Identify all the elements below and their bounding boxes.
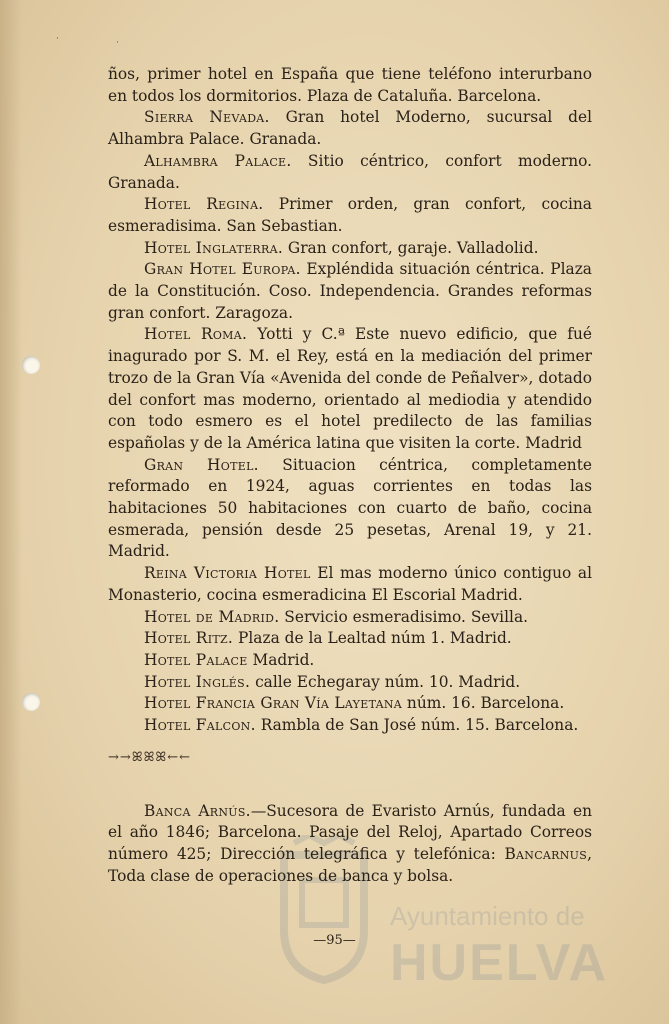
hotel-entry-name: Gran Hotel.	[144, 455, 259, 474]
hotel-entry-text: Yotti y C.ª Este nuevo edificio, que fué inagurado por S. M. el Rey, está en la mediación del primer trozo de la Gran Vía «Avenida del conde de Peñalver», dotado del confort mas moderno, orientado al mediodia y atendido con todo esmero es el hotel predilecto de las familias españolas y de la América latina que visiten la corte. Madrid	[108, 325, 592, 452]
hotel-entry	[108, 259, 592, 324]
bank-telegraph-name: Bancarnus	[504, 844, 588, 863]
watermark-big-text: HUELVA	[390, 934, 609, 992]
hotel-entry-name: Hotel Regina.	[144, 195, 264, 214]
hotel-entry-text: Primer orden, gran confort, cocina esmeradisima. San Sebastian.	[108, 195, 592, 235]
page-text	[108, 64, 592, 887]
hotel-entry-name: Gran Hotel Europa.	[144, 260, 301, 279]
hotel-list-item	[108, 628, 592, 650]
hotel-entry-text: Situacion céntrica, completamente reformado en 1924, aguas corrientes en todas las habitaciones 50 habitaciones con cuarto de baño, cocina esmerada, pensión desde 25 pesetas, Arenal 19, y 21. Madrid.	[108, 455, 593, 561]
section-ornament: →→ꕤꕤꕤ←←	[108, 749, 192, 765]
hotel-list-item-text: núm. 16. Barcelona.	[402, 694, 565, 713]
hotel-entry-name: Reina Victoria Hotel	[144, 564, 311, 583]
hotel-entry-text: Gran hotel Moderno, sucursal del Alhambra Palace. Granada.	[108, 108, 592, 149]
hotel-list-item-name: Hotel Francia Gran Vía Layetana	[144, 694, 403, 713]
bank-body-2: , Toda clase de operaciones de banca y bolsa.	[108, 844, 592, 885]
page-speck: ·	[56, 34, 59, 44]
hotel-list-item-text: Plaza de la Lealtad núm 1. Madrid.	[233, 629, 512, 648]
page-speck: ·	[116, 38, 119, 48]
hotel-entry	[108, 455, 592, 564]
hotel-list-item	[108, 693, 592, 715]
punch-hole-upper	[22, 356, 40, 374]
hotel-list-item	[108, 650, 592, 672]
hotel-list-item-name: Hotel Falcon.	[144, 716, 256, 735]
hotel-list-item-name: Hotel Palace	[144, 650, 248, 669]
hotel-entry-text: Sitio céntrico, confort moderno. Granada.	[108, 151, 592, 192]
hotel-list	[108, 607, 592, 737]
hotel-list-item-text: Servicio esmeradisimo. Sevilla.	[279, 607, 529, 626]
hotel-entry	[108, 563, 592, 606]
punch-hole-lower	[22, 693, 40, 711]
hotel-list-item	[108, 672, 592, 694]
hotel-entry-name: Alhambra Palace.	[144, 151, 292, 170]
hotel-list-item	[108, 715, 592, 737]
hotel-list-item-text: Rambla de San José núm. 15. Barcelona.	[255, 716, 579, 735]
bank-name: Banca Arnús.	[144, 801, 251, 820]
hotel-list-item-name: Hotel Ritz.	[144, 629, 234, 648]
hotel-entry	[108, 324, 592, 454]
hotel-entry-name: Hotel Roma.	[144, 325, 248, 344]
hotel-entry-text: El mas moderno único contiguo al Monasterio, cocina esmeradicina El Escorial Madrid.	[108, 564, 592, 604]
hotel-entry	[108, 107, 592, 150]
hotel-list-item-text: Madrid.	[247, 650, 315, 669]
page-number: —95—	[313, 933, 356, 948]
hotel-entry	[108, 238, 592, 260]
hotel-entry	[108, 151, 592, 194]
hotel-entry-text: Gran confort, garaje. Valladolid.	[283, 238, 539, 257]
bank-paragraph	[108, 801, 592, 888]
page-left-edge	[0, 0, 22, 1024]
hotel-list-item-text: calle Echegaray núm. 10. Madrid.	[250, 672, 521, 691]
hotel-entry	[108, 194, 592, 237]
watermark-small-text: Ayuntamiento de	[390, 901, 585, 931]
hotel-list-item-name: Hotel Inglés.	[144, 672, 251, 691]
bank-body-1: —Sucesora de Evaristo Arnús, fundada en el año 1846; Barcelona. Pasaje del Reloj, Apartado Correos número 425; Dirección telegráfica y telefónica:	[108, 801, 592, 863]
hotel-entry-text: ños, primer hotel en España que tiene teléfono interurbano en todos los dormitorios. Plaza de Cataluña. Barcelona.	[108, 65, 592, 105]
hotel-entry	[108, 64, 592, 107]
hotel-list-item-name: Hotel de Madrid.	[144, 607, 280, 626]
hotel-entry-name: Hotel Inglaterra.	[144, 238, 284, 257]
hotel-entry-name: Sierra Nevada.	[144, 108, 270, 127]
hotel-paragraphs	[108, 64, 592, 607]
hotel-entry-text: Expléndida situación céntrica. Plaza de la Constitución. Coso. Independencia. Grandes reformas gran confort. Zaragoza.	[108, 260, 592, 322]
hotel-list-item	[108, 607, 592, 629]
